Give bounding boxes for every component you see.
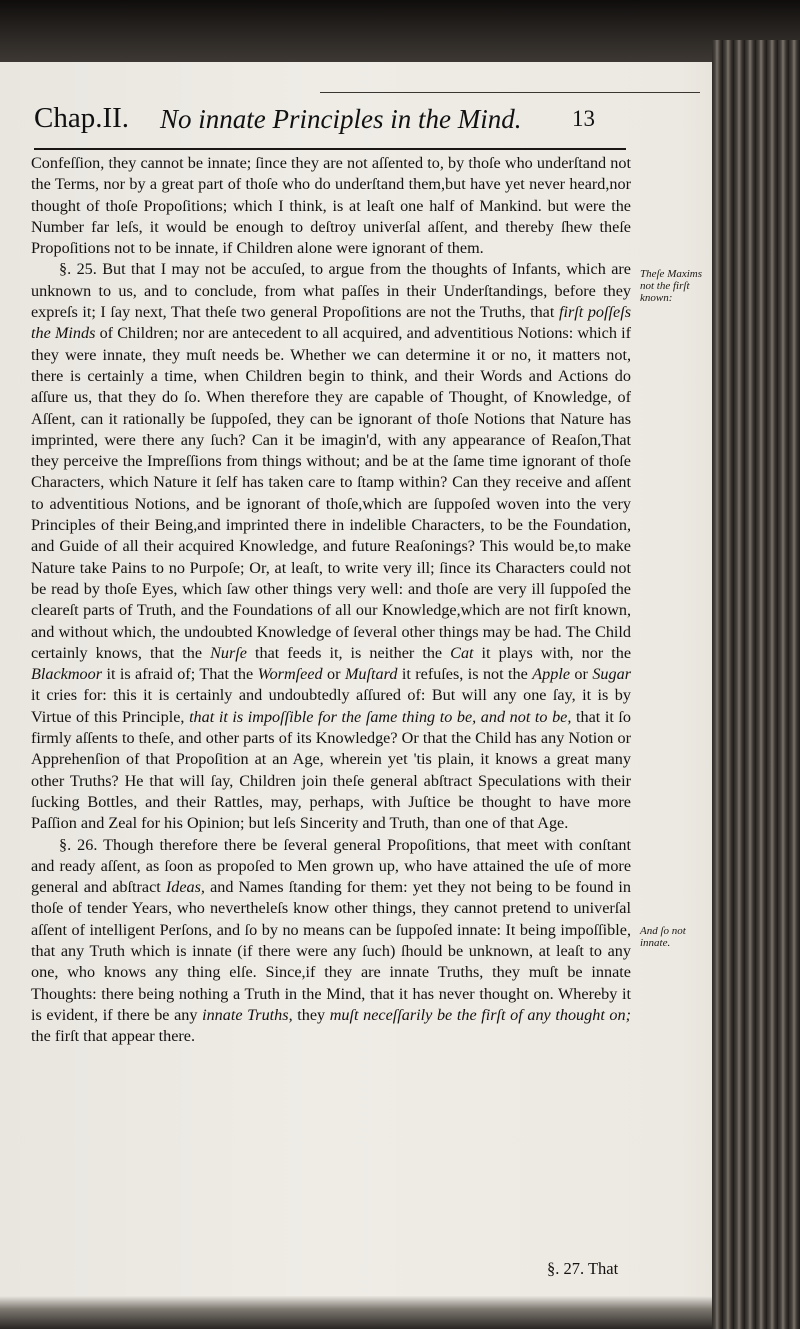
italic-word: Cat [450,643,474,662]
italic-word: Wormſeed [257,665,323,684]
italic-phrase: that it is impoſſible for the ſame thing to be, and not to be, [189,707,572,726]
text-run: it cries for: this it is certainly and undoubtedly aſſured of: But will any one ſay, it is by Virtue of this Principle, [31,686,631,726]
text-run: of Children; nor are antecedent to all acquired, and adventitious Notions: which if they were innate, they muſt needs be. Whether we can determine it or no, it matters not, there is certainly a time, when Children begin to think, and their Words and Actions do aſſure us, that they do ſo. When therefore they are capable of Thought, of Knowledge, of Aſſent, can it rationally be ſuppoſed, they can be ignorant of thoſe Notions that Nature has imprinted, were there any ſuch? Can it be imagin'd, with any appearance of Reaſon,That they perceive the Impreſſions from things without; and be at the ſame time ignorant of thoſe Characters, which Nature it ſelf has taken care to ſtamp within? Can they receive and aſſent to adventitious Notions, and be ignorant of thoſe,which are ſuppoſed woven into the very Principles of their Being,and imprinted there in indelible Characters, to be the Foundation, and Guide of all their acquired Knowledge, and future Reaſonings? This would be,to make Nature take Pains to no Purpoſe; Or, at leaſt, to write very ill; ſince its Characters could not be read by thoſe Eyes, which ſaw other things very well: and thoſe are very ill ſuppoſed the cleareſt parts of Truth, and the Foundations of all our Knowledge,which are not firſt known, and without which, the undoubted Knowledge of ſeveral other things may be had. The Child certainly knows, that the [31,324,632,662]
italic-word: Muſtard [344,665,398,684]
text-run: it plays with, nor the [473,643,632,662]
scan-border-right [712,40,800,1329]
text-run: it is afraid of; That the [102,665,258,684]
text-run: and Names ſtanding for them: yet they not being to be found in thoſe of tender Years, who nevertheleſs know other things, they cannot pretend to univerſal aſſent of intelligent Perſons, and ſo by no means can be ſuppoſed innate: It being impoſſible, that any Truth which is innate (if there were any ſuch) ſhould be unknown, at leaſt to any one, who knows any thing elſe. Since,if they are innate Truths, they muſt be innate Thoughts: there being nothing a Truth in the Mind, that it has never thought on. Whereby it is evident, if there be any [31,878,631,1024]
paragraph-section-26 [31,835,631,1048]
text-run: that feeds it, is neither the [246,643,451,662]
italic-word: Sugar [592,665,632,684]
italic-word: Nurſe [210,643,247,662]
italic-word: Blackmoor [31,665,103,684]
text-run: or [570,665,593,684]
margin-note-maxims: Theſe Maxims not the firſt known: [640,268,703,304]
italic-word: Ideas, [165,878,205,897]
text-run: §. 25. But that I may not be accuſed, to argue from the thoughts of Infants, which are unknown to us, and to conclude, from what paſſes in their Underſtandings, before they expreſs it; I ſay next, That theſe two general Propoſitions are not the Truths, that [31,260,631,322]
running-title: No innate Principles in the Mind. [160,104,522,134]
margin-note-not-innate: And ſo not innate. [640,925,686,949]
text-run: §. 26. Though therefore there be ſeveral general Propoſitions, that meet with conſtant and ready aſſent, as ſoon as propoſed to Men grown up, who have attained the uſe of more general and abſtract [31,835,631,897]
page-number: 13 [572,106,595,131]
running-header [34,98,626,146]
scan-border-top [0,0,800,62]
chapter-label: Chap.II. [34,102,130,134]
body-text [31,153,631,1047]
scan-border-bottom [0,1296,712,1329]
text-run: it refuſes, is not the [397,665,533,684]
italic-word: Apple [532,665,571,684]
text-run: that it ſo firmly aſſents to theſe, and other parts of its Knowledge? Or that the Child has any Notion or Apprehenſion of that Propoſition at an Age, wherein yet 'tis plain, it knows a great many other Truths? He that will ſay, Children join theſe general abſtract Speculations with their ſucking Bottles, and their Rattles, may, perhaps, with Juſtice be thought to have more Paſſion and Zeal for his Opinion; but leſs Sincerity and Truth, than one of that Age. [31,707,631,833]
paragraph-1: Confeſſion, they cannot be innate; ſince they are not aſſented to, by thoſe who underſtand not the Terms, nor by a great part of thoſe who do underſtand them,but have yet never heard,nor thought of thoſe Propoſitions; which I think, is at leaſt one half of Mankind. but were the Number far leſs, it would be enough to deſtroy univerſal aſſent, and thereby ſhew theſe Propoſitions not to be innate, if Children alone were ignorant of them. [31,154,631,258]
text-run: the firſt that appear there. [31,1027,196,1046]
header-rule [34,148,626,150]
italic-phrase: firſt poſſeſs the Minds [31,303,631,343]
text-run: or [322,665,345,684]
paragraph-section-25 [31,259,631,834]
catchword: §. 27. That [547,1259,619,1278]
header-top-line [320,92,700,93]
text-run: they [292,1005,330,1024]
italic-phrase: innate Truths, [202,1005,293,1024]
italic-phrase: muſt neceſſarily be the firſt of any thought on; [329,1005,632,1024]
